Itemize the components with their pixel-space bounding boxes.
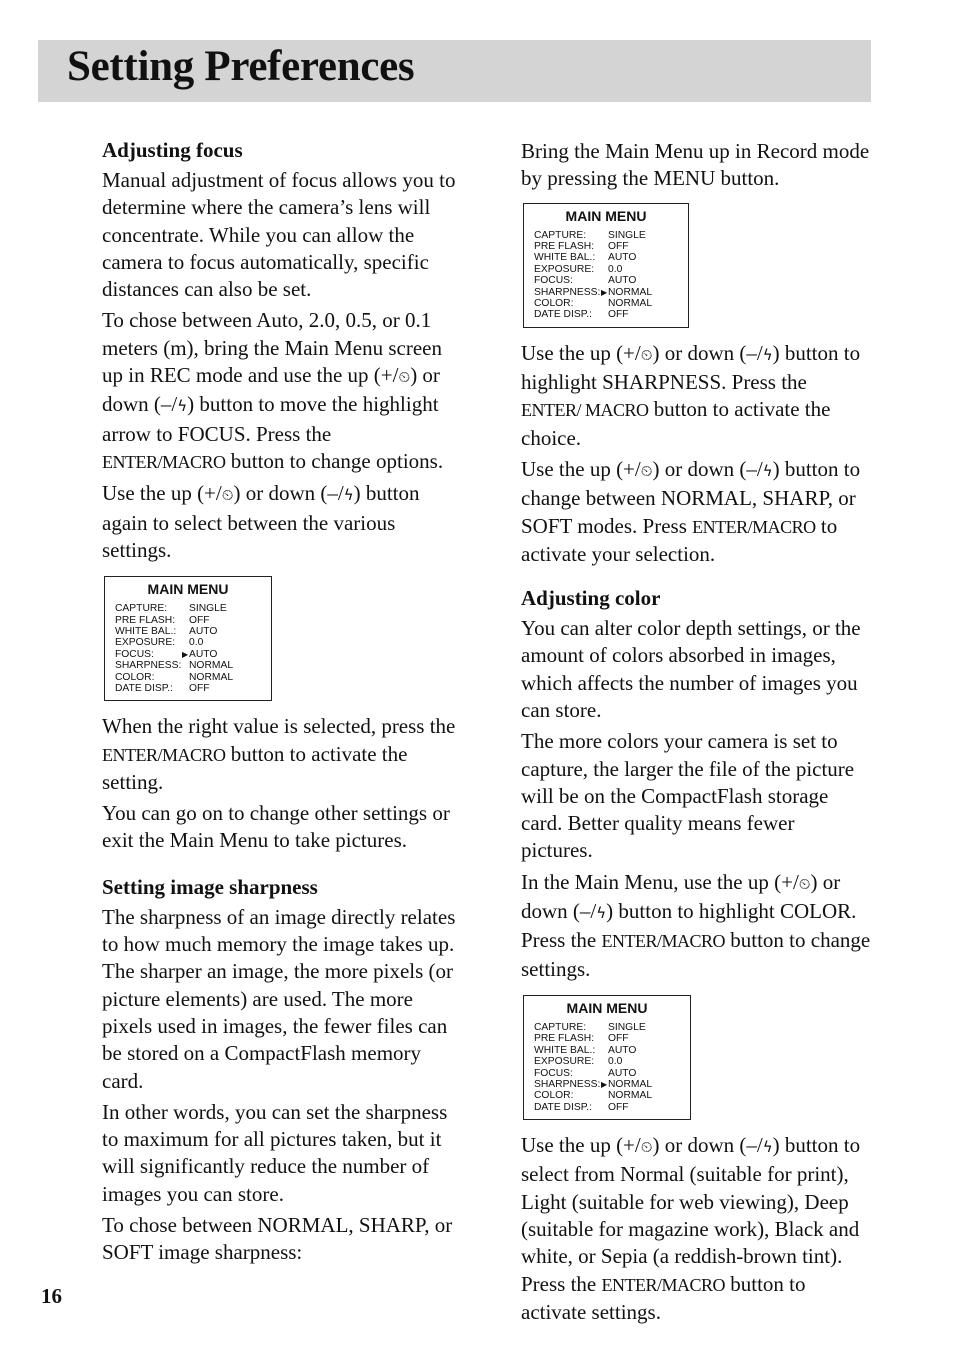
right-column bbox=[521, 138, 871, 1330]
menu-item-value: NORMAL bbox=[608, 1078, 653, 1090]
menu-item-value: AUTO bbox=[608, 1044, 637, 1056]
color-paragraph-3: In the Main Menu, use the up (+/⏲) or down (–/ϟ) button to highlight COLOR. Press the ENTER/MACRO button to change settings. bbox=[521, 869, 871, 981]
flash-icon: ϟ bbox=[177, 397, 188, 416]
menu-item-value: OFF bbox=[608, 309, 629, 321]
menu-row bbox=[524, 1033, 690, 1044]
menu-item-label: DATE DISP.: bbox=[115, 682, 173, 694]
enter-macro-label: ENTER/MACRO bbox=[102, 744, 226, 765]
self-timer-icon: ⏲ bbox=[798, 874, 811, 893]
menu-row bbox=[524, 230, 688, 241]
focus-paragraph-1: Manual adjustment of focus allows you to determine where the camera’s lens will concentrate. While you can allow the camera to focus automatically, specific distances can also be set. bbox=[102, 168, 456, 302]
color-heading: Adjusting color bbox=[521, 586, 661, 611]
self-timer-icon: ⏲ bbox=[398, 368, 411, 387]
flash-icon: ϟ bbox=[762, 345, 773, 364]
menu-row bbox=[105, 683, 271, 694]
menu-item-label: EXPOSURE: bbox=[534, 263, 595, 275]
menu-title: MAIN MENU bbox=[565, 207, 647, 224]
self-timer-icon: ⏲ bbox=[640, 345, 653, 364]
menu-item-value: OFF bbox=[189, 614, 210, 626]
menu-item-label: COLOR: bbox=[115, 671, 155, 683]
menu-row bbox=[524, 1045, 690, 1056]
self-timer-icon: ⏲ bbox=[221, 486, 234, 505]
menu-row bbox=[524, 275, 688, 286]
menu-row bbox=[524, 1090, 690, 1101]
menu-item-value: 0.0 bbox=[189, 637, 204, 649]
menu-item-label: FOCUS: bbox=[115, 648, 154, 660]
sharpness-paragraph-1: The sharpness of an image directly relates to how much memory the image takes up. The sharper an image, the more pixels (or picture elements) are used. The more pixels used in images, the fewer files can be stored on a CompactFlash memory card. bbox=[102, 904, 456, 1093]
menu-item-label: CAPTURE: bbox=[115, 603, 168, 615]
menu-item-label: CAPTURE: bbox=[534, 229, 587, 241]
enter-macro-label: ENTER/MACRO bbox=[601, 1274, 726, 1295]
menu-item-label: PRE FLASH: bbox=[115, 614, 176, 626]
enter-macro-label: ENTER/MACRO bbox=[692, 516, 816, 537]
menu-title: MAIN MENU bbox=[147, 581, 229, 598]
menu-row bbox=[105, 615, 271, 626]
focus-paragraph-2: To chose between Auto, 2.0, 0.5, or 0.1 meters (m), bring the Main Menu screen up in REC mode and use the up (+/⏲) or down (–/ϟ) button to move the highlight arrow to FOCUS. Press the ENTER/MACRO button to change options. bbox=[102, 308, 444, 473]
menu-item-value: AUTO bbox=[189, 625, 218, 637]
left-column bbox=[102, 136, 458, 1271]
menu-item-value: SINGLE bbox=[189, 603, 227, 615]
menu-item-label: COLOR: bbox=[534, 297, 574, 309]
menu-row bbox=[524, 287, 688, 298]
menu-item-value: AUTO bbox=[608, 275, 637, 287]
color-paragraph-1: You can alter color depth settings, or the amount of colors absorbed in images, which affects the number of images you can store. bbox=[521, 616, 861, 722]
menu-item-value: OFF bbox=[189, 682, 210, 694]
menu-item-value: NORMAL bbox=[608, 297, 653, 309]
page-header bbox=[38, 40, 871, 102]
menu-item-label: DATE DISP.: bbox=[534, 1101, 592, 1113]
flash-icon: ϟ bbox=[343, 486, 354, 505]
menu-row bbox=[105, 660, 271, 671]
menu-item-label: PRE FLASH: bbox=[534, 1033, 595, 1045]
menu-row bbox=[524, 264, 688, 275]
menu-row bbox=[524, 252, 688, 263]
flash-icon: ϟ bbox=[762, 1138, 773, 1157]
menu-item-label: FOCUS: bbox=[534, 275, 573, 287]
menu-item-label: WHITE BAL.: bbox=[534, 1044, 596, 1056]
menu-row bbox=[524, 1056, 690, 1067]
menu-item-value: OFF bbox=[608, 1033, 629, 1045]
sharpness-heading: Setting image sharpness bbox=[102, 874, 318, 899]
menu-item-value: 0.0 bbox=[608, 263, 623, 275]
flash-icon: ϟ bbox=[596, 904, 607, 923]
enter-macro-label: ENTER/MACRO bbox=[601, 931, 726, 952]
menu-item-label: WHITE BAL.: bbox=[534, 252, 596, 264]
color-main-menu-screen bbox=[523, 995, 691, 1120]
menu-item-label: CAPTURE: bbox=[534, 1021, 587, 1033]
menu-item-label: COLOR: bbox=[534, 1090, 574, 1102]
self-timer-icon: ⏲ bbox=[640, 1138, 653, 1157]
focus-heading: Adjusting focus bbox=[102, 138, 243, 162]
menu-item-value: SINGLE bbox=[608, 1021, 646, 1033]
self-timer-icon: ⏲ bbox=[640, 461, 653, 480]
menu-item-label: DATE DISP.: bbox=[534, 309, 592, 321]
focus-main-menu-screen bbox=[104, 576, 272, 701]
menu-row bbox=[105, 626, 271, 637]
sharpness-paragraph-3: To chose between NORMAL, SHARP, or SOFT image sharpness: bbox=[102, 1213, 453, 1265]
menu-row bbox=[524, 309, 688, 320]
menu-item-value: AUTO bbox=[189, 648, 218, 660]
menu-item-value: AUTO bbox=[608, 1067, 637, 1079]
menu-item-value: OFF bbox=[608, 1101, 629, 1113]
sharpness-paragraph-2: In other words, you can set the sharpness to maximum for all pictures taken, but it will significantly reduce the number of images you can store. bbox=[102, 1099, 448, 1206]
menu-row bbox=[524, 1079, 690, 1090]
highlight-arrow-icon: ▶ bbox=[601, 1079, 608, 1089]
right-paragraph-3: Use the up (+/⏲) or down (–/ϟ) button to change between NORMAL, SHARP, or SOFT modes. Press ENTER/MACRO to activate your selection. bbox=[521, 456, 861, 566]
menu-row bbox=[524, 1102, 690, 1113]
after-menu-paragraph-1: When the right value is selected, press the ENTER/MACRO button to activate the setting. bbox=[102, 714, 456, 794]
highlight-arrow-icon: ▶ bbox=[182, 649, 189, 659]
menu-row bbox=[524, 1022, 690, 1033]
color-paragraph-2: The more colors your camera is set to capture, the larger the file of the picture will be on the CompactFlash storage card. Better quality means fewer pictures. bbox=[521, 729, 855, 863]
menu-row bbox=[105, 672, 271, 683]
focus-paragraph-3: Use the up (+/⏲) or down (–/ϟ) button again to select between the various settings. bbox=[102, 481, 420, 562]
menu-item-label: EXPOSURE: bbox=[534, 1056, 595, 1068]
sharpness-main-menu-screen bbox=[523, 203, 689, 328]
menu-row bbox=[105, 603, 271, 614]
after-menu-paragraph-2: You can go on to change other settings or exit the Main Menu to take pictures. bbox=[102, 801, 450, 853]
menu-item-label: PRE FLASH: bbox=[534, 240, 595, 252]
menu-item-label: SHARPNESS: bbox=[534, 1078, 601, 1090]
menu-item-value: SINGLE bbox=[608, 229, 646, 241]
menu-row bbox=[524, 241, 688, 252]
menu-row bbox=[524, 298, 688, 309]
menu-title: MAIN MENU bbox=[566, 999, 648, 1016]
page-title: Setting Preferences bbox=[67, 43, 415, 90]
menu-item-label: SHARPNESS: bbox=[115, 660, 182, 672]
menu-item-value: NORMAL bbox=[189, 660, 234, 672]
menu-item-value: NORMAL bbox=[608, 1090, 653, 1102]
menu-row bbox=[524, 1068, 690, 1079]
color-paragraph-4: Use the up (+/⏲) or down (–/ϟ) button to select from Normal (suitable for print), Light (suitable for web viewing), Deep (suitable for magazine work), Black and white, or Sepia (a reddish-brown tint). Press the ENTER/MACRO button to activate settings. bbox=[521, 1133, 861, 1324]
enter-macro-label: ENTER/ MACRO bbox=[521, 400, 649, 421]
menu-item-value: 0.0 bbox=[608, 1056, 623, 1068]
menu-row bbox=[105, 649, 271, 660]
enter-macro-label: ENTER/MACRO bbox=[102, 451, 226, 472]
menu-row bbox=[105, 637, 271, 648]
menu-item-value: NORMAL bbox=[608, 286, 653, 298]
menu-item-value: NORMAL bbox=[189, 671, 234, 683]
menu-item-value: OFF bbox=[608, 240, 629, 252]
menu-item-value: AUTO bbox=[608, 252, 637, 264]
menu-item-label: WHITE BAL.: bbox=[115, 625, 177, 637]
menu-item-label: SHARPNESS: bbox=[534, 286, 601, 298]
page-number: 16 bbox=[41, 1284, 62, 1308]
highlight-arrow-icon: ▶ bbox=[601, 287, 608, 297]
flash-icon: ϟ bbox=[762, 461, 773, 480]
right-paragraph-1: Bring the Main Menu up in Record mode by pressing the MENU button. bbox=[521, 139, 870, 191]
menu-item-label: FOCUS: bbox=[534, 1067, 573, 1079]
menu-item-label: EXPOSURE: bbox=[115, 637, 176, 649]
right-paragraph-2: Use the up (+/⏲) or down (–/ϟ) button to highlight SHARPNESS. Press the ENTER/ MACRO button to activate the choice. bbox=[521, 340, 861, 450]
